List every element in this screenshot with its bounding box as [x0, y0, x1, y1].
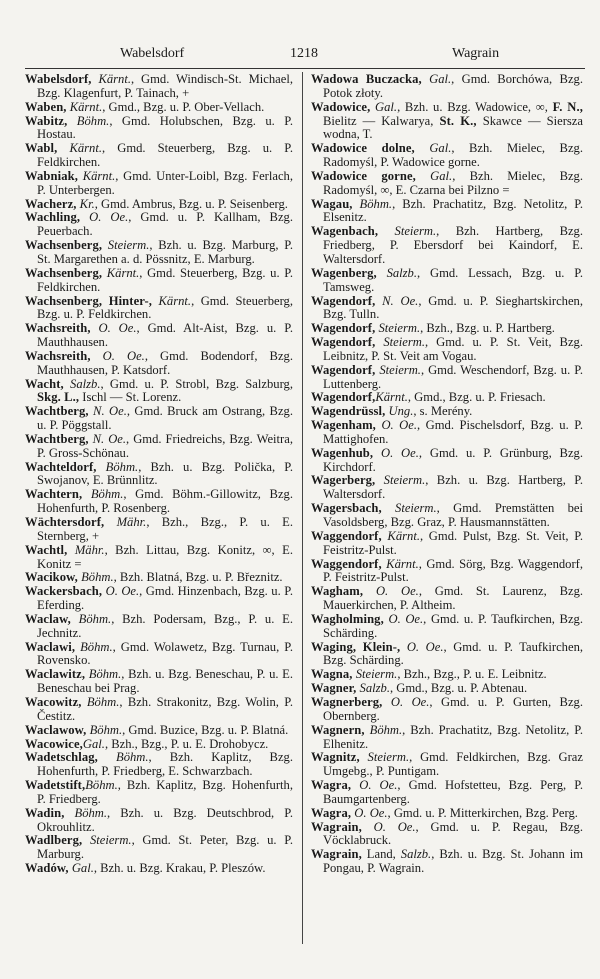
entry-details: , Bzh. Prachatitz, Bzg. Netolitz, P. Elhenitz.: [323, 722, 584, 751]
gazetteer-entry: [25, 295, 293, 323]
entry-name: Waggendorf,: [311, 528, 382, 543]
entry-details: [416, 169, 430, 183]
entry-region: Salzb.: [359, 681, 390, 696]
entry-details: Ischl — St. Lorenz.: [79, 390, 182, 405]
entry-details: , Gmd. Premstätten bei Vasoldsberg, Bzg. Graz, P. Hausmannstätten.: [323, 501, 583, 529]
entry-details: [71, 612, 79, 626]
entry-region: Böhm.: [86, 694, 120, 709]
entry-details: , Gmd. Bruck am Ostrang, Bzg. u. P. Pöggstall.: [37, 404, 293, 433]
gazetteer-entry: [311, 641, 583, 669]
entry-details: [422, 72, 429, 86]
entry-region: Steierm.: [355, 667, 398, 682]
entry-details: , Gmd. u. P. Gurten, Bzg. Obernberg.: [323, 694, 583, 723]
entry-region: Mähr.: [116, 515, 147, 529]
entry-name: Wagholming,: [311, 611, 384, 626]
gazetteer-entry: [311, 447, 583, 475]
entry-region: Böhm.: [89, 722, 123, 737]
entry-details: , Gmd. u. P. Taufkirchen, Bzg. Schärding.: [323, 639, 584, 668]
entry-details: , Gmd. Steuerberg, Bzg. u. P. Feldkirchen.: [37, 265, 293, 294]
entry-details: , Gmd. Windisch-St. Michael, Bzg. Klagenfurt, P. Tainach, +: [37, 72, 293, 100]
entry-region: Böhm.: [85, 778, 118, 793]
entry-region: Kärnt.: [98, 72, 131, 86]
entry-details: , Gmd. Feldkirchen, Bzg. Graz Umgebg., P. Puntigam.: [323, 750, 583, 779]
entry-details: [373, 446, 381, 460]
entry-region: Böhm.: [78, 611, 112, 626]
gazetteer-entry: [311, 170, 583, 198]
entry-details: , Gmd. u. P. Strobl, Bzg. Salzburg,: [100, 376, 293, 391]
entry-region: Steierm.: [379, 362, 421, 377]
entry-name: Waging, Klein-,: [311, 639, 401, 654]
entry-name: Wagendrüssl,: [311, 404, 386, 419]
gazetteer-entry: [25, 101, 293, 115]
entry-region: Böhm.: [105, 459, 139, 474]
gazetteer-entry: [25, 461, 293, 489]
entry-name: Wagenham,: [311, 418, 376, 433]
gazetteer-entry: [311, 391, 583, 405]
entry-details: , Bzh. Prachatitz, Bzg. Netolitz, P. Elsenitz.: [323, 196, 584, 225]
entry-details: [378, 224, 394, 238]
entry-details: , Gmd. Wolawetz, Bzg. Turnau, P. Rovensko.: [37, 639, 293, 668]
entry-name: Wadowice gorne,: [311, 168, 416, 183]
entry-name: Waben,: [25, 99, 67, 114]
entry-name: Wachsenberg,: [25, 265, 103, 280]
entry-details: [362, 820, 374, 834]
entry-name: Wachtern,: [25, 487, 83, 502]
entry-name: Wadin,: [25, 805, 65, 820]
entry-region: O. Oe.: [102, 348, 145, 363]
gazetteer-entry: [311, 101, 583, 143]
entry-details: , Bzh. u. Bzg. Wadowice, ∞,: [397, 99, 553, 114]
entry-name: Wachsenberg,: [25, 238, 103, 253]
gazetteer-entry: [311, 585, 583, 613]
entry-region: Mähr.: [74, 542, 105, 557]
entry-name: F. N.,: [552, 99, 583, 114]
entry-details: Bielitz — Kalwarya,: [323, 113, 440, 128]
gazetteer-entry: [311, 848, 583, 876]
gazetteer-entry: [25, 350, 293, 378]
entry-name: Wadowice dolne,: [311, 141, 415, 156]
entry-region: Gal.: [430, 168, 453, 183]
entry-details: , Gmd. u. P. Regau, Bzg. Vöcklabruck.: [323, 819, 584, 848]
entry-region: O. Oe.: [380, 445, 419, 460]
entry-name: Wagner,: [311, 681, 357, 696]
entry-details: , Gmd. St. Peter, Bzg. u. P. Marburg.: [37, 833, 293, 862]
entry-region: Gal.: [71, 861, 94, 876]
entry-name: Wachling,: [25, 210, 81, 225]
gazetteer-entry: [25, 211, 293, 239]
gazetteer-entry: [311, 668, 583, 682]
entry-region: O. Oe.: [105, 584, 140, 599]
entry-details: , Bzh. u. Bzg. St. Johann im Pongau, P. Wagrain.: [323, 847, 583, 876]
gazetteer-entry: [311, 73, 583, 101]
entry-details: , Bzh. Kaplitz, Bzg. Hohenfurth, P. Friedberg, E. Schwarzbach.: [37, 750, 293, 779]
page-number: 1218: [290, 46, 318, 61]
entry-details: [377, 266, 387, 280]
entry-details: [67, 543, 74, 557]
gazetteer-entry: [311, 198, 583, 226]
entry-name: Waggendorf,: [311, 556, 382, 571]
entry-name: Wachtl,: [25, 542, 68, 557]
gazetteer-entry: [311, 364, 583, 392]
entry-name: Wagenbach,: [311, 224, 379, 239]
entry-details: [67, 114, 76, 128]
gazetteer-entry: [25, 641, 293, 669]
entry-region: Böhm.: [80, 639, 113, 654]
entry-region: Böhm.: [74, 805, 108, 820]
gazetteer-entry: [25, 544, 293, 572]
gazetteer-entry: [25, 571, 293, 585]
entry-name: Wadetstift,: [25, 778, 86, 793]
entry-details: , Gmd. u. P. Taufkirchen, Bzg. Schärding.: [323, 611, 583, 640]
entry-details: , Gmd. Hinzenbach, Bzg. u. P. Eferding.: [37, 584, 293, 613]
entry-details: , Bzh. u. Bzg. Krakau, P. Pleszów.: [93, 861, 266, 876]
entry-details: [82, 487, 91, 501]
entry-details: , Gmd. Holubschen, Bzg. u. P. Hostau.: [37, 113, 293, 142]
entry-region: O. Oe.: [375, 584, 419, 599]
gazetteer-entry: [311, 225, 583, 267]
entry-name: Wadowice,: [311, 99, 371, 114]
gazetteer-entry: [25, 516, 293, 544]
entry-details: , Gmd. Friedreichs, Bzg. Weitra, P. Gross-Schönau.: [37, 431, 293, 460]
entry-region: Steierm.: [395, 501, 437, 516]
entry-region: Salzb.: [386, 265, 418, 280]
entry-details: [360, 750, 368, 764]
entry-details: , Gmd. Unter-Loibl, Bzg. Ferlach, P. Unterbergen.: [37, 168, 293, 197]
entry-region: Gal.: [429, 72, 452, 86]
entry-name: Wadów,: [25, 861, 69, 876]
entry-name: Wabitz,: [25, 113, 68, 128]
gazetteer-entry: [311, 751, 583, 779]
entry-details: , Bzh. u. Bzg. Beneschau, P. u. E. Beneschau bei Prag.: [37, 667, 293, 696]
entry-region: N. Oe.: [93, 404, 127, 419]
entry-name: Wagra,: [311, 805, 352, 820]
entry-details: [382, 695, 390, 709]
entry-region: Böhm.: [90, 487, 124, 502]
running-header: [25, 46, 585, 64]
entry-details: [382, 501, 395, 515]
gazetteer-entry: [311, 558, 583, 586]
gazetteer-entry: [25, 668, 293, 696]
entry-region: Böhm.: [369, 722, 403, 737]
gazetteer-entry: [25, 488, 293, 516]
entry-name: Wagendorf,: [311, 362, 376, 377]
entry-details: , Bzh., Bzg., P. u. E. Leibnitz.: [397, 667, 547, 682]
header-first-entry: Wabelsdorf: [120, 46, 185, 61]
entry-details: [98, 750, 116, 764]
entry-details: [80, 210, 89, 224]
gazetteer-entry: [311, 142, 583, 170]
entry-region: Böhm.: [88, 667, 122, 682]
entry-details: , Gmd. Pulst, Bzg. St. Veit, P. Feistritz-Pulst.: [323, 528, 583, 557]
gazetteer-entry: [311, 696, 583, 724]
entry-details: [104, 515, 116, 529]
gazetteer-entry: [311, 336, 583, 364]
entry-region: Kärnt.: [387, 528, 420, 543]
entry-region: Böhm.: [81, 570, 114, 585]
entry-details: , Bzh., Bzg., P. u. E. Drohobycz.: [104, 736, 269, 751]
entry-name: Wachsreith,: [25, 321, 91, 336]
entry-details: [353, 197, 360, 211]
entry-name: Wabl,: [25, 141, 58, 156]
gazetteer-entry: [311, 821, 583, 849]
entry-region: Steierm.: [107, 238, 150, 253]
entry-details: [91, 321, 99, 335]
gazetteer-entry: [25, 862, 293, 876]
entry-name: Wagna,: [311, 667, 353, 682]
entry-name: Wacowice,: [25, 736, 83, 751]
entry-name: Wagendorf,: [311, 293, 376, 308]
gazetteer-entry: [311, 682, 583, 696]
gazetteer-entry: [311, 405, 583, 419]
entry-details: , Gmd., Bzg. u. P. Friesach.: [407, 390, 546, 405]
entry-details: , Bzh. Podersam, Bzg., P. u. E. Jechnitz.: [37, 611, 294, 640]
entry-name: Wagenhub,: [311, 445, 374, 460]
entry-details: [64, 806, 74, 820]
entry-region: Steierm.: [383, 473, 426, 488]
entry-name: Wagnerberg,: [311, 694, 383, 709]
entry-region: Steierm.: [367, 750, 410, 765]
entry-details: , Bzh. u. Bzg. Polička, P. Swojanov, E. Brünnlitz.: [37, 459, 293, 488]
entry-region: Gal.: [82, 736, 105, 751]
gazetteer-entry: [25, 239, 293, 267]
entry-details: [351, 778, 359, 792]
entry-name: Wagersbach,: [311, 501, 382, 516]
entry-name: Wächtersdorf,: [25, 515, 105, 529]
entry-region: Kärnt.: [386, 556, 419, 571]
left-column: [25, 73, 293, 876]
entry-details: , Gmd., Bzg. u. P. Abtenau.: [389, 681, 528, 696]
gazetteer-entry: [25, 834, 293, 862]
entry-details: , Gmd. u. P. St. Veit, Bzg. Leibnitz, P. St. Veit am Vogau.: [323, 335, 583, 363]
entry-name: Wachsenberg, Hinter-,: [25, 293, 153, 308]
entry-region: O. Oe.: [373, 819, 416, 834]
entry-details: , Gmd. u. P. Sieghartskirchen, Bzg. Tulln.: [323, 293, 584, 322]
entry-details: , Gmd. Steuerberg, Bzg. u. P. Feldkirchen.: [37, 293, 293, 322]
entry-details: , Bzh. Kaplitz, Bzg. Hohenfurth, P. Friedberg.: [37, 778, 293, 806]
entry-details: , Gmd. Bodendorf, Bzg. Mauthhausen, P. Katsdorf.: [37, 348, 293, 377]
entry-details: [375, 473, 383, 487]
entry-details: , Bzh. Blatná, Bzg. u. P. Březnitz.: [113, 570, 283, 585]
entry-region: Gal.: [375, 99, 398, 114]
entry-region: Böhm.: [76, 113, 110, 128]
entry-name: Wackersbach,: [25, 584, 103, 599]
gazetteer-entry: [25, 613, 293, 641]
entry-region: Ung.: [388, 404, 414, 419]
entry-region: Kärnt.: [375, 390, 408, 405]
entry-details: , Bzh. Mielec, Bzg. Radomyśl, ∞, E. Czarna bei Pilzno =: [323, 168, 584, 197]
gazetteer-entry: [311, 295, 583, 323]
entry-details: [82, 833, 90, 847]
entry-region: O. Oe.: [89, 210, 129, 225]
entry-region: N. Oe.: [92, 431, 127, 446]
entry-details: , Gmd. u. P. Kallham, Bzg. Peuerbach.: [37, 210, 293, 239]
entry-region: Kärnt.: [69, 141, 102, 156]
entry-details: , Bzh. u. Bzg. Hartberg, P. Waltersdorf.: [323, 473, 583, 502]
right-column: [311, 73, 583, 876]
entry-name: Wagra,: [311, 778, 352, 793]
entry-region: O. Oe.: [359, 778, 398, 793]
gazetteer-entry: [311, 419, 583, 447]
gazetteer-entry: [311, 779, 583, 807]
entry-name: Wabelsdorf,: [25, 72, 92, 86]
gazetteer-entry: [25, 724, 293, 738]
gazetteer-entry: [311, 613, 583, 641]
gazetteer-entry: [25, 738, 293, 752]
entry-region: O. Oe.: [98, 321, 137, 336]
entry-details: , Bzh., Bzg., P. u. E. Sternberg, +: [37, 515, 293, 543]
entry-details: [57, 141, 69, 155]
entry-details: Skawce — Siersza wodna, T.: [323, 113, 583, 142]
entry-details: , Gmd. Alt-Aist, Bzg. u. P. Mauthhausen.: [37, 321, 293, 350]
entry-name: Wachtberg,: [25, 431, 89, 446]
entry-name: Skg. L.,: [37, 390, 80, 405]
entry-region: Steierm.: [383, 335, 425, 350]
entry-name: Wachteldorf,: [25, 459, 97, 474]
entry-name: Wagerberg,: [311, 473, 376, 488]
entry-region: O. Oe.: [406, 639, 444, 654]
entry-name: Wagendorf,: [311, 335, 376, 350]
entry-details: , Gmd. Pischelsdorf, Bzg. u. P. Mattighofen.: [323, 418, 583, 446]
entry-details: , Gmd. u. P. Grünburg, Bzg. Kirchdorf.: [323, 445, 583, 474]
entry-region: Böhm.: [359, 196, 393, 211]
entry-name: Wadlberg,: [25, 833, 83, 848]
entry-details: , Gmd. Steuerberg, Bzg. u. P. Feldkirchen.: [37, 141, 293, 170]
header-last-entry: Wagrain: [452, 46, 500, 61]
entry-details: , Gmd. Ambrus, Bzg. u. P. Seisenberg.: [94, 196, 288, 211]
gazetteer-entry: [25, 115, 293, 143]
entry-name: Wagau,: [311, 196, 353, 211]
entry-details: , Bzh. Littau, Bzg. Konitz, ∞, E. Konitz =: [37, 542, 293, 571]
entry-details: Land,: [361, 847, 401, 862]
entry-name: Wagnern,: [311, 722, 365, 737]
entry-name: Wagrain,: [311, 819, 362, 834]
entry-details: , Gmd. Böhm.-Gillowitz, Bzg. Hohenfurth, P. Rosenberg.: [37, 487, 293, 516]
entry-details: , Bzh. u. Bzg. Marburg, P. St. Margarethen a. d. Pössnitz, E. Marburg.: [37, 238, 293, 266]
gazetteer-entry: [311, 530, 583, 558]
entry-region: O. Oe.: [390, 694, 430, 709]
gazetteer-entry: [311, 474, 583, 502]
gazetteer-entry: [25, 73, 293, 101]
entry-details: , Bzh. Hartberg, Bzg. Friedberg, P. Ebersdorf bei Kaindorf, E. Waltersdorf.: [323, 224, 583, 266]
entry-details: , Bzh. u. Bzg. Deutschbrod, P. Okrouhlitz.: [37, 805, 293, 834]
entry-details: , Gmd. Weschendorf, Bzg. u. P. Luttenberg.: [323, 362, 583, 391]
entry-region: Kr.: [79, 196, 95, 211]
gazetteer-entry: [25, 751, 293, 779]
entry-region: N. Oe.: [382, 293, 419, 308]
gazetteer-entry: [311, 267, 583, 295]
gazetteer-entry: [25, 779, 293, 807]
entry-details: , Bzh. Mielec, Bzg. Radomyśl, P. Wadowice gorne.: [323, 141, 583, 170]
entry-region: Steierm.: [89, 833, 132, 848]
entry-name: Waclawi,: [25, 639, 76, 654]
entry-details: , Gmd. Lessach, Bzg. u. P. Tamsweg.: [323, 265, 583, 294]
entry-name: Waclaw,: [25, 611, 71, 626]
entry-region: O. Oe.: [381, 418, 418, 433]
entry-name: Wagham,: [311, 584, 364, 599]
entry-details: [363, 584, 376, 598]
header-rule: [25, 68, 585, 69]
column-divider: [302, 72, 303, 944]
entry-region: Steierm.: [394, 224, 437, 239]
gazetteer-entry: [25, 170, 293, 198]
gazetteer-entry: [311, 807, 583, 821]
entry-region: O. Oe.: [354, 805, 388, 820]
entry-name: Wacherz,: [25, 196, 77, 211]
entry-region: Kärnt.: [82, 168, 116, 183]
entry-region: Gal.: [429, 141, 452, 156]
gazetteer-entry: [25, 378, 293, 406]
gazetteer-entry: [25, 433, 293, 461]
entry-name: Waclawitz,: [25, 667, 86, 682]
gazetteer-entry: [311, 322, 583, 336]
entry-name: Wagrain,: [311, 847, 362, 862]
entry-name: Wachsreith,: [25, 348, 91, 363]
entry-details: , Bzh. Strakonitz, Bzg. Wolin, P. Čestitz.: [37, 694, 293, 723]
entry-region: Steierm.: [378, 321, 421, 336]
gazetteer-entry: [25, 267, 293, 295]
entry-name: Wagenberg,: [311, 265, 377, 280]
entry-name: Wagendorf,: [311, 390, 376, 405]
gazetteer-entry: [311, 724, 583, 752]
entry-details: [400, 640, 407, 654]
entry-details: , Gmd. u. P. Mitterkirchen, Bzg. Perg.: [387, 805, 578, 820]
entry-details: [91, 349, 103, 363]
entry-region: Kärnt.: [158, 293, 192, 308]
gazetteer-entry: [25, 198, 293, 212]
entry-details: , s. Merény.: [413, 404, 473, 419]
entry-name: Wabniak,: [25, 168, 78, 183]
gazetteer-entry: [25, 322, 293, 350]
entry-details: [415, 141, 430, 155]
entry-name: Wacht,: [25, 376, 64, 391]
entry-details: , Gmd. Sörg, Bzg. Waggendorf, P. Feistritz-Pulst.: [323, 556, 583, 585]
entry-details: , Gmd. Hofstetteu, Bzg. Perg, P. Baumgartenberg.: [323, 778, 584, 806]
entry-name: Wagnitz,: [311, 750, 360, 765]
entry-name: Wagendorf,: [311, 321, 376, 336]
gazetteer-entry: [311, 502, 583, 530]
entry-details: , Gmd. St. Laurenz, Bzg. Mauerkirchen, P. Altheim.: [323, 584, 584, 613]
entry-region: Kärnt.: [69, 99, 103, 114]
entry-details: , Gmd. Borchówa, Bzg. Potok złoty.: [323, 72, 583, 100]
entry-name: Wadetschlag,: [25, 750, 98, 765]
entry-details: , Gmd. Buzice, Bzg. u. P. Blatná.: [122, 722, 289, 737]
gazetteer-entry: [25, 405, 293, 433]
gazetteer-entry: [25, 696, 293, 724]
gazetteer-entry: [25, 585, 293, 613]
entry-name: Wachtberg,: [25, 404, 89, 419]
entry-details: [97, 460, 106, 474]
entry-region: Salzb.: [400, 847, 432, 862]
entry-name: Wadowa Buczacka,: [311, 72, 422, 86]
gazetteer-entry: [25, 142, 293, 170]
entry-region: O. Oe.: [388, 611, 424, 626]
entry-name: St. K.,: [439, 113, 477, 128]
entry-name: Wacowitz,: [25, 694, 82, 709]
entry-details: , Gmd., Bzg. u. P. Ober-Vellach.: [102, 99, 265, 114]
entry-name: Wacikow,: [25, 570, 78, 585]
entry-region: Salzb.: [70, 376, 101, 391]
entry-region: Kärnt.: [106, 265, 140, 280]
entry-region: Böhm.: [116, 750, 149, 765]
gazetteer-entry: [25, 807, 293, 835]
entry-name: Waclawow,: [25, 722, 87, 737]
entry-details: , Bzh., Bzg. u. P. Hartberg.: [420, 321, 555, 336]
